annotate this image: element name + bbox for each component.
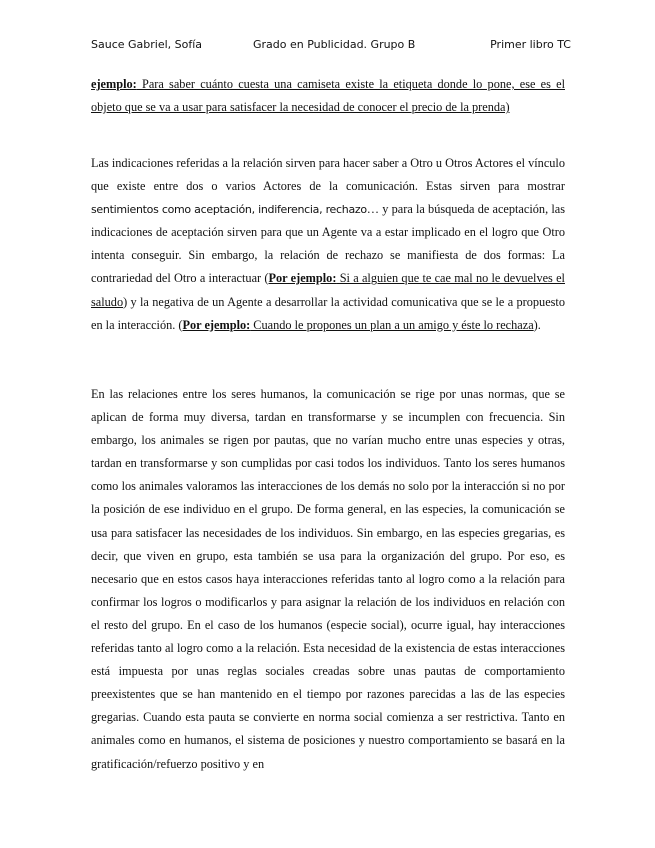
- header-course: Grado en Publicidad. Grupo B: [253, 38, 416, 51]
- paragraph-normas: En las relaciones entre los seres humanos, la comunicación se rige por unas normas, que se aplican de forma muy diversa, tardan en transformarse y se incumplen con frecuencia. Sin embargo, los animales se rigen por pautas, que no varían mucho entre unas especies y otras, tardan en transformarse y son cumplidas por casi todos los individuos. Tanto los seres humanos como los animales valoramos las interacciones de los demás no solo por la interacción si no por la posición de ese individuo en el grupo. De forma general, en las especies, la comunicación se usa para satisfacer las necesidades de los individuos. Sin embargo, en las especies gregarias, es decir, que viven en grupo, esta también se usa para la organización del grupo. Por eso, es necesario que en estos casos haya interacciones referidas tanto al logro como a la relación para confirmar los logros o modificarlos y para asignar la relación de los individuos en relación con el resto del grupo. En el caso de los humanos (especie social), ocurre igual, hay interacciones referidas tanto al logro como a la relación. Esta necesidad de la existencia de estas interacciones está impuesta por unas reglas sociales creadas sobre unas pautas de comportamiento preexistentes que se han mantenido en el tiempo por razones parecidas a las de las especies gregarias. Cuando esta pauta se convierte en norma social comienza a ser restrictiva. Tanto en animales como en humanos, el sistema de posiciones y nuestro comportamiento se basará en la gratificación/refuerzo positivo y en: [91, 387, 565, 771]
- page-header: [91, 38, 571, 56]
- header-author: Sauce Gabriel, Sofía: [91, 38, 203, 51]
- example-label: ejemplo:: [91, 77, 137, 91]
- header-book: Primer libro TC: [490, 38, 571, 51]
- example-label: Por ejemplo:: [182, 317, 251, 332]
- emphasis-text: sentimientos como aceptación, indiferencia, rechazo: [91, 203, 367, 217]
- paragraph-text: ).: [533, 317, 541, 332]
- example-text: Si a alguien que te cae mal no le devuelves el saludo: [91, 271, 565, 309]
- example-label: Por ejemplo:: [268, 271, 337, 286]
- paragraph-text: ) y la negativa de un Agente a desarrollar la actividad comunicativa que se le a propuesto en la interacción. (: [91, 294, 565, 332]
- paragraph-example-continuation: [91, 73, 565, 119]
- example-text: Para saber cuánto cuesta una camiseta existe la etiqueta donde lo pone, ese es el objeto que se va a usar para satisfacer la necesidad de conocer el precio de la prenda): [91, 77, 565, 115]
- paragraph-relacion: [91, 152, 565, 337]
- paragraph-text: Las indicaciones referidas a la relación sirven para hacer saber a Otro u Otros Actores el vínculo que existe entre dos o varios Actores de la comunicación. Estas sirven para mostrar: [91, 156, 565, 194]
- paragraph-text: … y para la búsqueda de aceptación, las indicaciones de aceptación sirven para que un Agente va a estar implicado en el logro que Otro intenta conseguir. Sin embargo, la relación de rechazo se manifiesta de dos formas: La contrariedad del Otro a interactuar (: [91, 202, 565, 286]
- example-text: Cuando le propones un plan a un amigo y éste lo rechaza: [250, 317, 534, 332]
